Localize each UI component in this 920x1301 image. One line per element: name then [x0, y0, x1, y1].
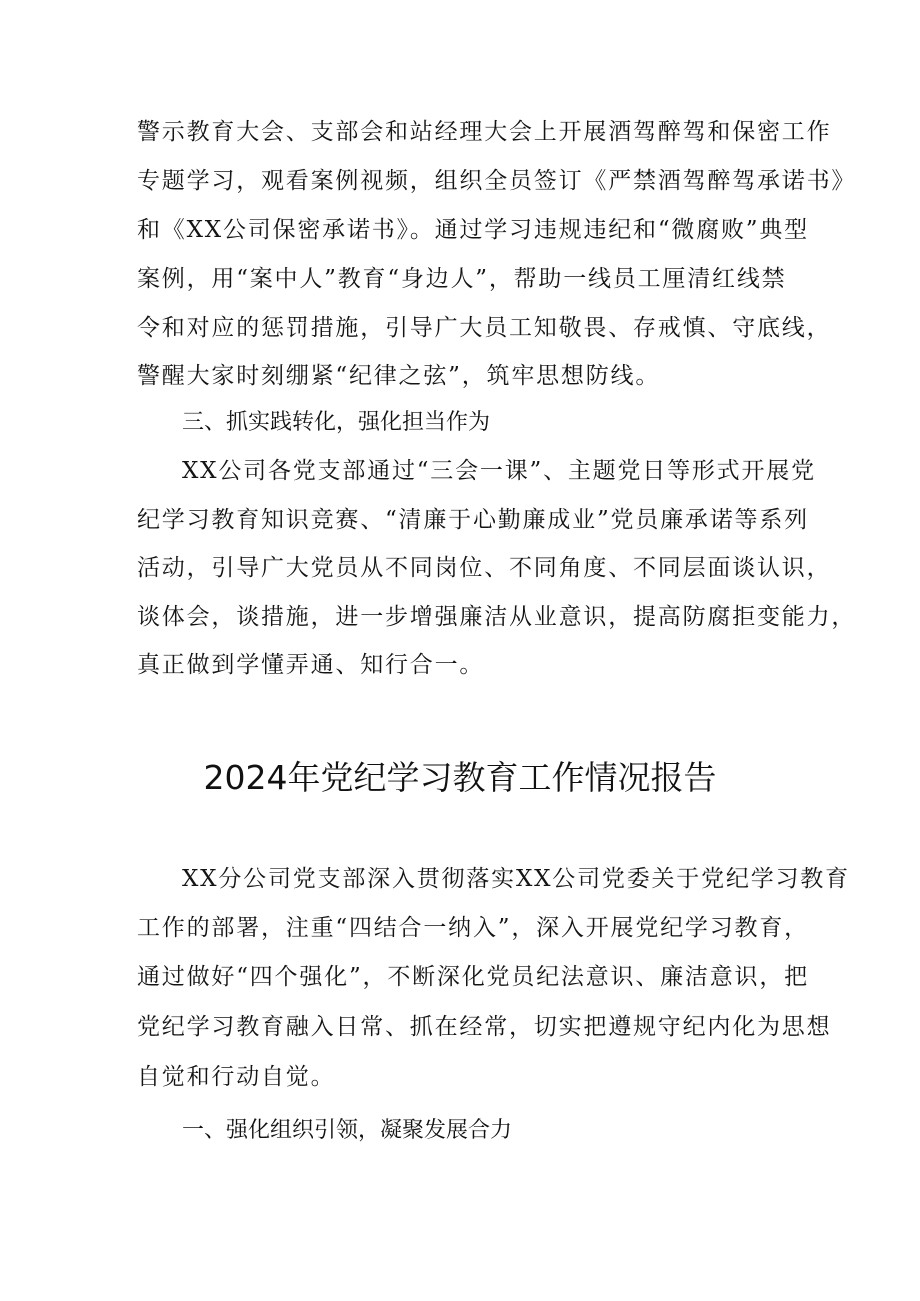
paragraph-line: XX公司各党支部通过“三会一课”、主题党日等形式开展党 [182, 458, 816, 484]
paragraph-line: 警醒大家时刻绷紧“纪律之弦”，筑牢思想防线。 [137, 363, 661, 389]
paragraph-line: 工作的部署，注重“四结合一纳入”，深入开展党纪学习教育， [137, 915, 809, 941]
paragraph-line: 活动，引导广大党员从不同岗位、不同角度、不同层面谈认识， [137, 555, 832, 581]
paragraph-line: 纪学习教育知识竞赛、“清廉于心勤廉成业”党员廉承诺等系列 [137, 507, 809, 533]
paragraph-line: XX分公司党支部深入贯彻落实XX公司党委关于党纪学习教育 [182, 866, 850, 892]
paragraph-line: 警示教育大会、支部会和站经理大会上开展酒驾醉驾和保密工作 [137, 119, 832, 145]
section-one-heading: 一、强化组织引领，凝聚发展合力 [182, 1118, 513, 1143]
section-three-heading: 三、抓实践转化，强化担当作为 [182, 410, 491, 435]
paragraph-line: 专题学习，观看案例视频，组织全员签订《严禁酒驾醉驾承诺书》 [137, 168, 857, 194]
paragraph-line: 谈体会，谈措施，进一步增强廉洁从业意识，提高防腐拒变能力， [137, 604, 857, 630]
paragraph-line: 令和对应的惩罚措施，引导广大员工知敬畏、存戒慎、守底线， [137, 315, 832, 341]
paragraph-line: 真正做到学懂弄通、知行合一。 [137, 652, 485, 678]
paragraph-line: 自觉和行动自觉。 [137, 1064, 336, 1090]
paragraph-line: 党纪学习教育融入日常、抓在经常，切实把遵规守纪内化为思想 [137, 1014, 832, 1040]
report-title: 2024年党纪学习教育工作情况报告 [203, 758, 717, 797]
paragraph-line: 通过做好“四个强化”，不断深化党员纪法意识、廉洁意识，把 [137, 964, 809, 990]
paragraph-line: 案例，用“案中人”教育“身边人”，帮助一线员工厘清红线禁 [137, 266, 787, 292]
paragraph-line: 和《XX公司保密承诺书》。通过学习违规违纪和“微腐败”典型 [137, 217, 809, 243]
